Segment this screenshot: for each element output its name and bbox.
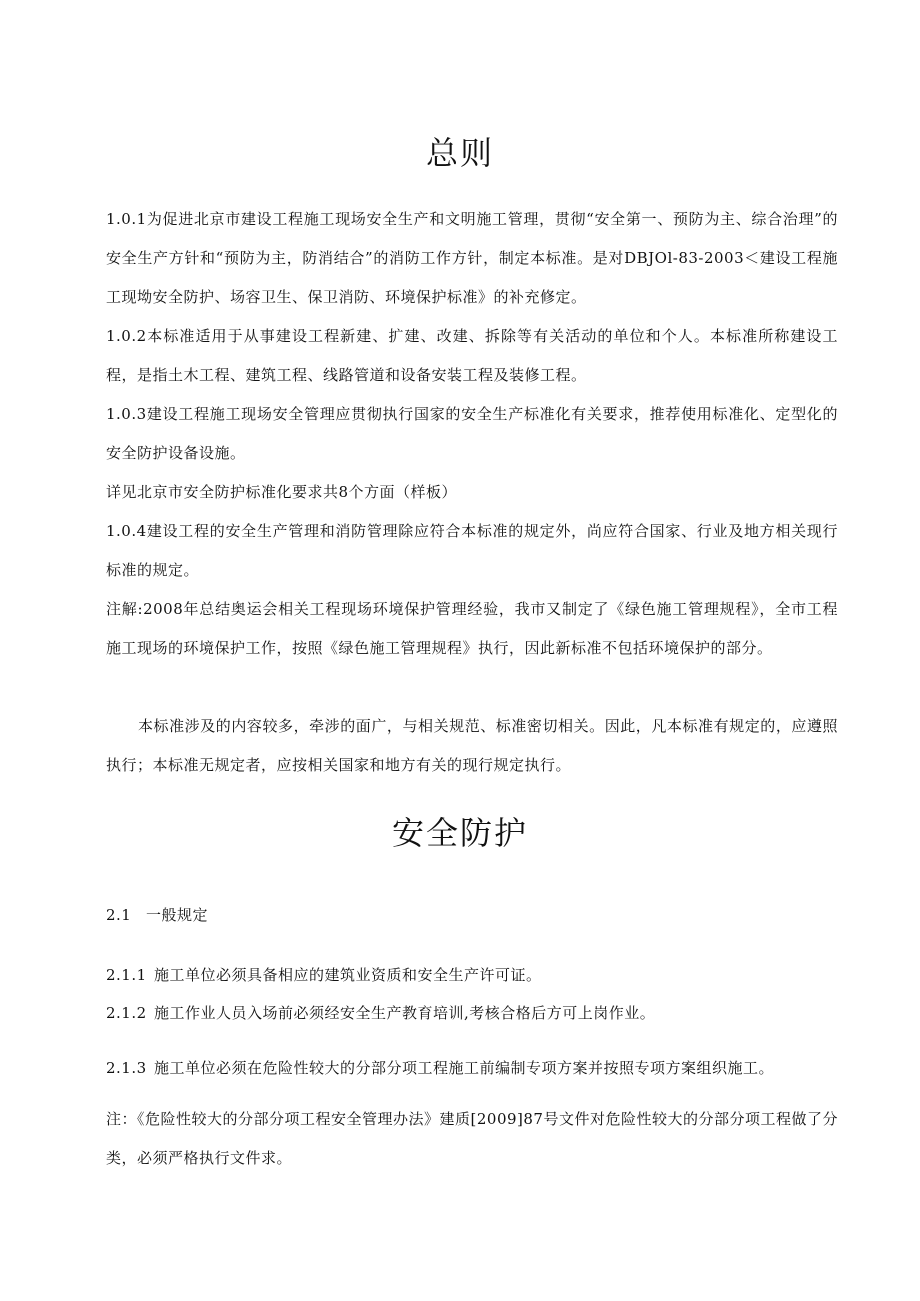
clause-2-1-3-number: 2.1.3 bbox=[106, 1059, 147, 1077]
clause-1-0-2: 1.0.2本标准适用于从事建设工程新建、扩建、改建、拆除等有关活动的单位和个人。本标准所称建设工程，是指土木工程、建筑工程、线路管道和设备安装工程及装修工程。 bbox=[106, 327, 838, 384]
clause-1-0-4: 1.0.4建设工程的安全生产管理和消防管理除应符合本标准的规定外，尚应符合国家、行业及地方相关现行标准的规定。 bbox=[106, 522, 838, 579]
clause-1-0-3: 1.0.3建设工程施工现场安全管理应贯彻执行国家的安全生产标准化有关要求，推荐使用标准化、定型化的安全防护设备设施。 bbox=[106, 405, 838, 462]
section-2-1 bbox=[106, 905, 838, 925]
safety-heading: 安全防护 bbox=[391, 814, 528, 852]
clause-2-1-1-text: 施工单位必须具备相应的建筑业资质和安全生产许可证。 bbox=[154, 966, 542, 984]
clause-2-1-1 bbox=[106, 965, 838, 985]
section-2-1-title: 一般规定 bbox=[146, 906, 209, 924]
clause-1-0-3-note: 详见北京市安全防护标准化要求共8个方面（样板） bbox=[106, 483, 458, 501]
clause-2-1-2 bbox=[106, 1003, 838, 1023]
general-heading: 总则 bbox=[425, 134, 494, 172]
general-note: 注解:2008年总结奥运会相关工程现场环境保护管理经验，我市又制定了《绿色施工管理规程》，全市工程施工现场的环境保护工作，按照《绿色施工管理规程》执行，因此新标准不包括环境保护的部分。 bbox=[106, 600, 838, 657]
clause-2-1-2-number: 2.1.2 bbox=[106, 1004, 147, 1022]
section-2-1-number: 2.1 bbox=[106, 906, 132, 924]
clause-2-1-2-text: 施工作业人员入场前必须经安全生产教育培训,考核合格后方可上岗作业。 bbox=[154, 1004, 656, 1022]
clause-2-1-3 bbox=[106, 1058, 838, 1078]
safety-note: 注：《危险性较大的分部分项工程安全管理办法》建质[2009]87号文件对危险性较大的分部分项工程做了分类，必须严格执行文件求。 bbox=[106, 1110, 838, 1167]
clause-2-1-1-number: 2.1.1 bbox=[106, 966, 147, 984]
clause-2-1-3-text: 施工单位必须在危险性较大的分部分项工程施工前编制专项方案并按照专项方案组织施工。 bbox=[154, 1059, 775, 1077]
clause-1-0-1: 1.0.1为促进北京市建设工程施工现场安全生产和文明施工管理，贯彻“安全第一、预防为主、综合治理”的安全生产方针和“预防为主，防消结合”的消防工作方针，制定本标准。是对DBJOl-83-2003＜建设工程施工现坳安全防护、场容卫生、保卫消防、环境保护标准》的补充修定。 bbox=[106, 210, 838, 306]
general-closing: 本标准涉及的内容较多，牵涉的面广，与相关规范、标准密切相关。因此，凡本标准有规定的，应遵照执行；本标准无规定者，应按相关国家和地方有关的现行规定执行。 bbox=[106, 717, 838, 774]
